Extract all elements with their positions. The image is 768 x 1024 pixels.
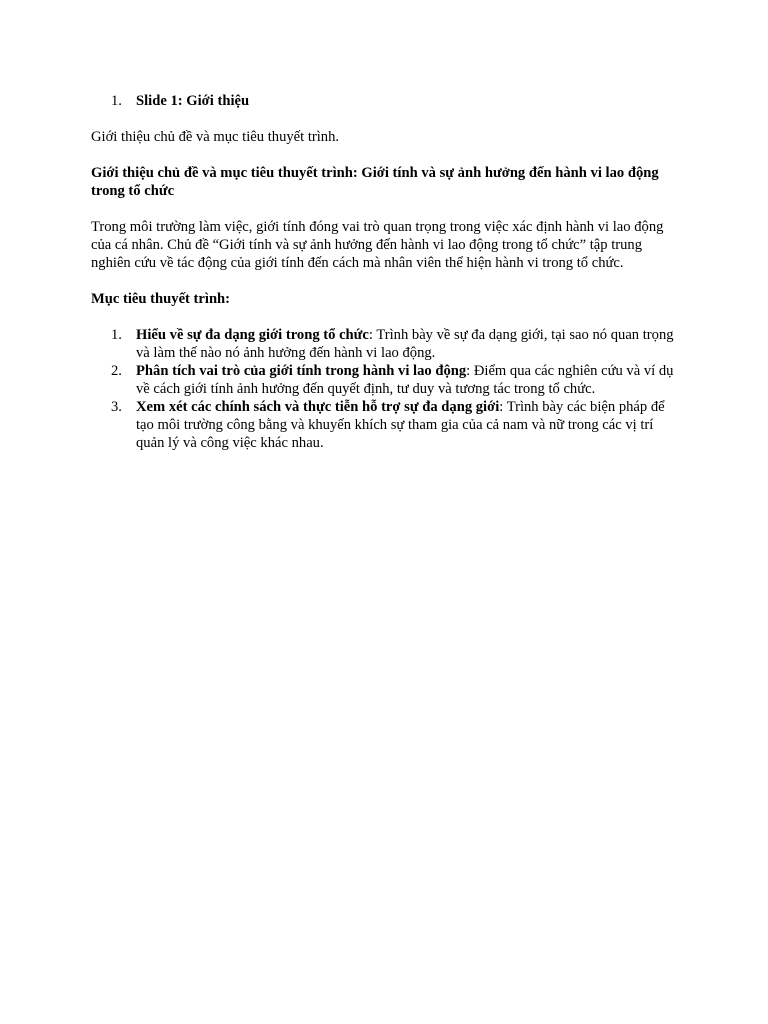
objectives-heading: Mục tiêu thuyết trình: bbox=[91, 291, 231, 307]
slide-title: Slide 1: Giới thiệu bbox=[136, 93, 250, 109]
objective-item bbox=[91, 398, 681, 452]
objective-title: Hiểu về sự đa dạng giới trong tổ chức bbox=[136, 327, 369, 343]
objective-text: : Điểm qua các nghiên cứu và ví dụ về cách giới tính ảnh hưởng đến quyết định, tư duy và tương tác trong tổ chức. bbox=[136, 363, 674, 397]
objective-number: 2. bbox=[111, 363, 122, 379]
objective-number: 1. bbox=[111, 327, 122, 343]
slide-heading-item bbox=[91, 92, 681, 110]
objective-number: 3. bbox=[111, 399, 122, 415]
objective-title: Phân tích vai trò của giới tính trong hành vi lao động bbox=[136, 363, 467, 379]
slide-list bbox=[91, 92, 681, 110]
objective-item bbox=[91, 326, 681, 362]
intro-text: Giới thiệu chủ đề và mục tiêu thuyết trình. bbox=[91, 129, 340, 145]
slide-number: 1. bbox=[111, 93, 122, 109]
objective-title: Xem xét các chính sách và thực tiễn hỗ trợ sự đa dạng giới bbox=[136, 399, 500, 415]
document-page bbox=[91, 92, 681, 452]
objective-text: : Trình bày về sự đa dạng giới, tại sao nó quan trọng và làm thế nào nó ảnh hưởng đến hành vi lao động. bbox=[136, 327, 674, 361]
objective-item bbox=[91, 362, 681, 398]
objectives-list bbox=[91, 326, 681, 452]
body-paragraph: Trong môi trường làm việc, giới tính đóng vai trò quan trọng trong việc xác định hành vi lao động của cá nhân. Chủ đề “Giới tính và sự ảnh hưởng đến hành vi lao động trong tổ chức” tập trung nghiên cứu về tác động của giới tính đến cách mà nhân viên thể hiện hành vi trong tổ chức. bbox=[91, 219, 664, 271]
topic-heading: Giới thiệu chủ đề và mục tiêu thuyết trình: Giới tính và sự ảnh hưởng đến hành vi lao động trong tổ chức bbox=[91, 165, 659, 199]
objective-text: : Trình bày các biện pháp để tạo môi trường công bằng và khuyến khích sự tham gia của cả nam và nữ trong các vị trí quản lý và công việc khác nhau. bbox=[136, 399, 665, 451]
